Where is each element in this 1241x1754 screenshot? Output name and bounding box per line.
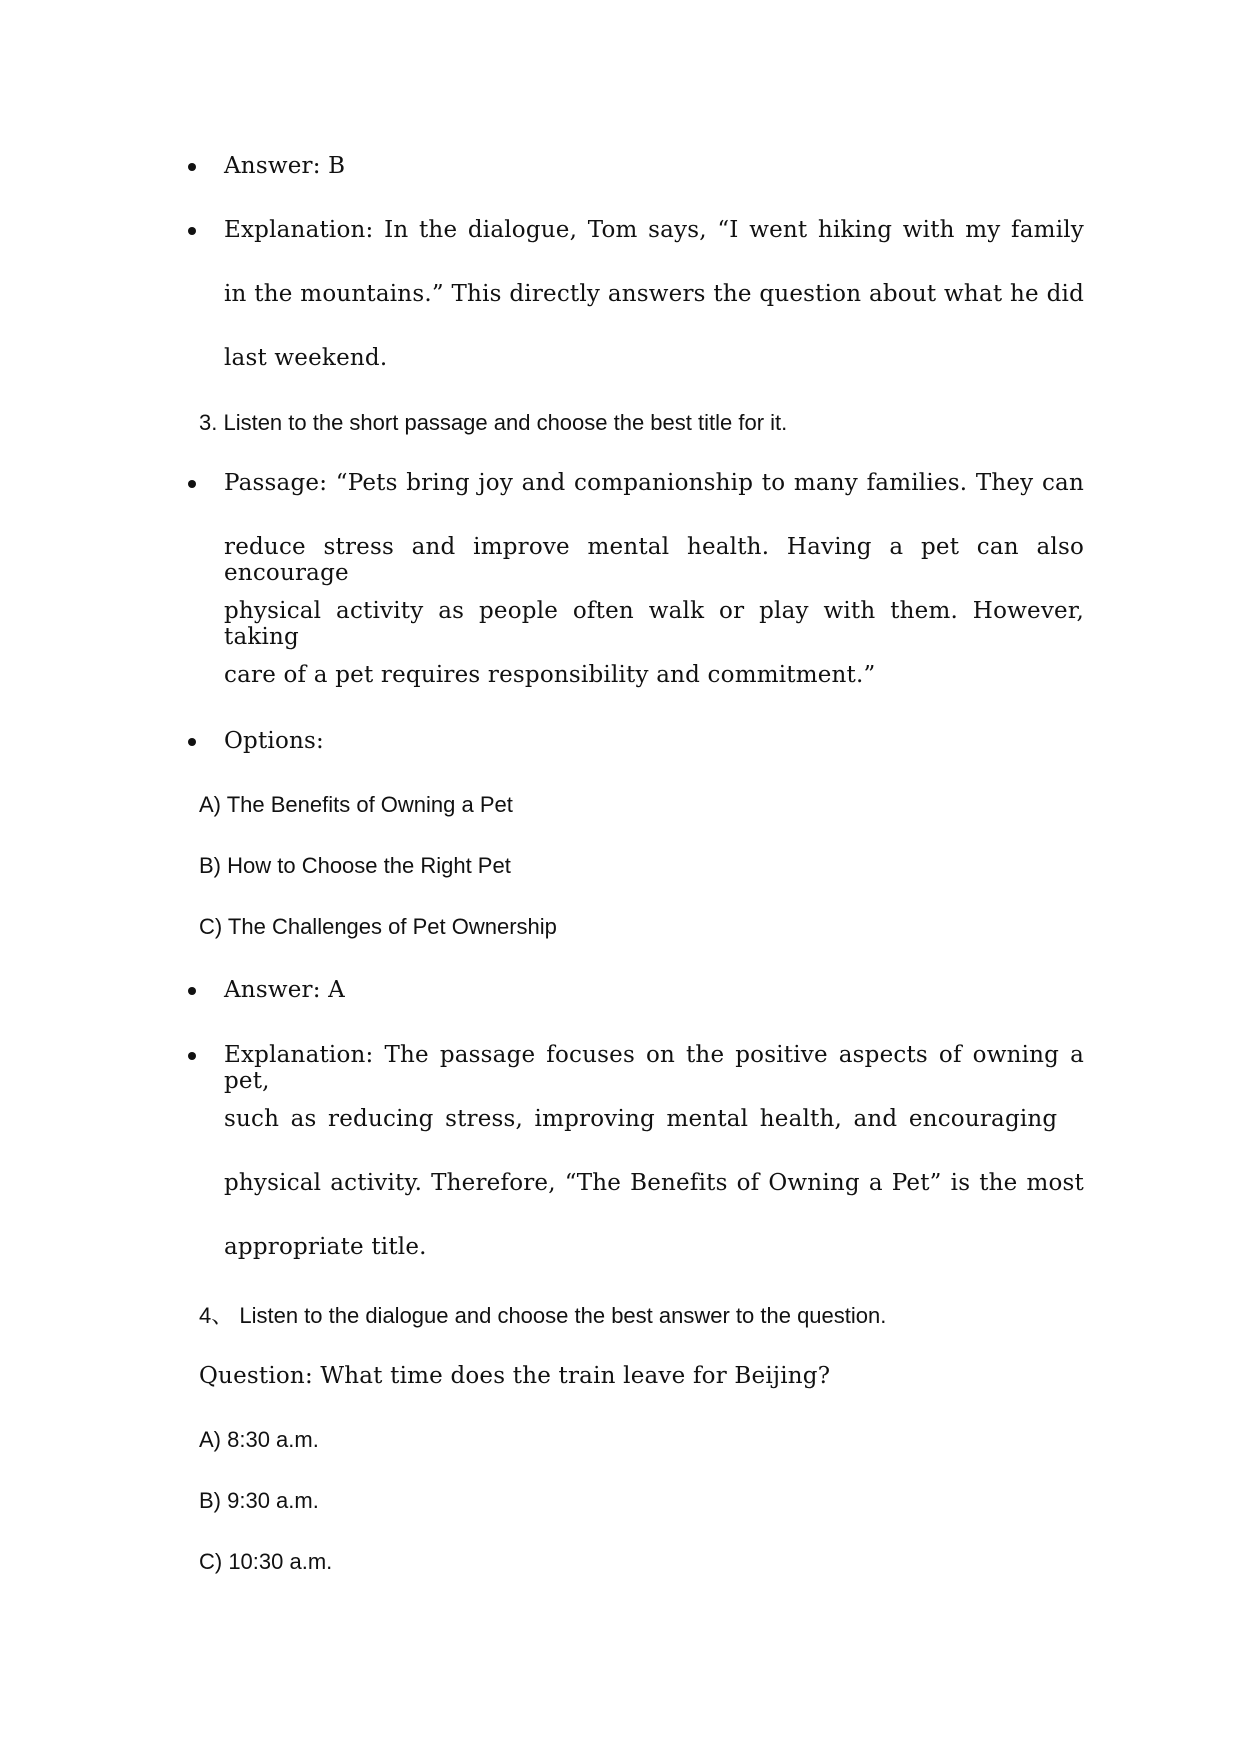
bullet-icon <box>188 738 196 746</box>
q3-heading: 3. Listen to the short passage and choose the best title for it. <box>199 410 788 435</box>
q2-explanation-line-2: in the mountains.” This directly answers the question about what he did <box>224 281 1084 307</box>
q4-option-b: B) 9:30 a.m. <box>199 1488 319 1513</box>
q2-explanation-line-3: last weekend. <box>224 345 388 371</box>
q4-option-a: A) 8:30 a.m. <box>199 1427 319 1452</box>
q4-question: Question: What time does the train leave for Beijing? <box>199 1363 831 1389</box>
q3-explanation-line-4: appropriate title. <box>224 1234 427 1260</box>
q4-heading: 4、 Listen to the dialogue and choose the best answer to the question. <box>199 1303 887 1328</box>
q3-options-label: Options: <box>224 728 324 754</box>
bullet-icon <box>188 1052 196 1060</box>
q2-explanation-line-1: Explanation: In the dialogue, Tom says, “I went hiking with my family <box>224 217 1084 243</box>
q3-passage-line-3: physical activity as people often walk or play with them. However, taking <box>224 598 1084 650</box>
q3-option-c: C) The Challenges of Pet Ownership <box>199 914 557 939</box>
bullet-icon <box>188 480 196 488</box>
q4-option-c: C) 10:30 a.m. <box>199 1549 333 1574</box>
q3-passage-line-2: reduce stress and improve mental health. Having a pet can also encourage <box>224 534 1084 586</box>
bullet-icon <box>188 163 196 171</box>
q3-passage-line-1: Passage: “Pets bring joy and companionship to many families. They can <box>224 470 1084 496</box>
q3-option-b: B) How to Choose the Right Pet <box>199 853 511 878</box>
q3-option-a: A) The Benefits of Owning a Pet <box>199 792 513 817</box>
q3-answer: Answer: A <box>224 977 345 1003</box>
q3-passage-line-4: care of a pet requires responsibility and commitment.” <box>224 662 876 688</box>
bullet-icon <box>188 987 196 995</box>
bullet-icon <box>188 227 196 235</box>
q2-answer: Answer: B <box>224 153 346 179</box>
q3-explanation-line-2: such as reducing stress, improving mental health, and encouraging <box>224 1106 1058 1132</box>
q3-explanation-line-3: physical activity. Therefore, “The Benefits of Owning a Pet” is the most <box>224 1170 1084 1196</box>
q3-explanation-line-1: Explanation: The passage focuses on the positive aspects of owning a pet, <box>224 1042 1084 1094</box>
